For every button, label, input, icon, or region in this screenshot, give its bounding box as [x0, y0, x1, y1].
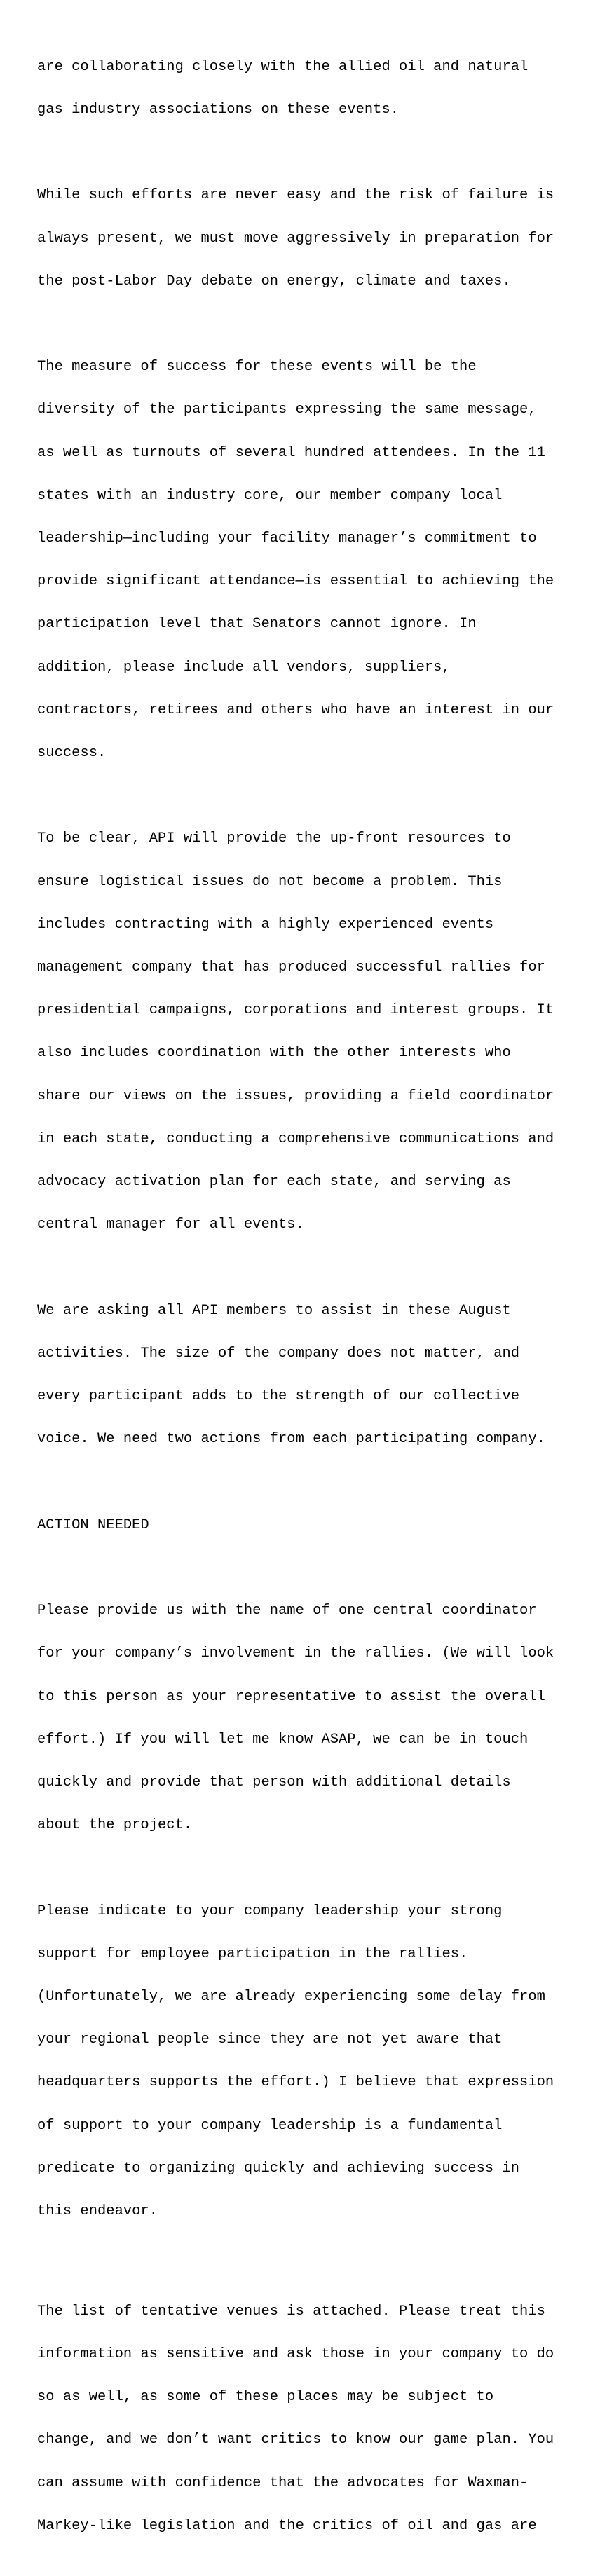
paragraph-tentative-venues [37, 2276, 591, 2562]
text-line: While such efforts are never easy and the risk of failure is [37, 187, 554, 204]
text-line: quickly and provide that person with additional details [37, 1774, 511, 1790]
paragraph-measure-of-success [37, 331, 591, 789]
text-line: diversity of the participants expressing the same message, [37, 402, 537, 418]
text-line: contractors, retirees and others who have an interest in our [37, 701, 554, 718]
text-line: voice. We need two actions from each participating company. [37, 1431, 545, 1448]
text-line: states with an industry core, our member company local [37, 487, 503, 504]
document-page [37, 32, 591, 2576]
text-line: share our views on the issues, providing a field coordinator [37, 1088, 554, 1104]
text-line: every participant adds to the strength of our collective [37, 1388, 520, 1405]
paragraph-risk [37, 160, 591, 317]
text-line: Please provide us with the name of one central coordinator [37, 1603, 537, 1619]
text-line: in each state, conducting a comprehensive communications and [37, 1130, 554, 1147]
text-line: as well as turnouts of several hundred attendees. In the 11 [37, 444, 545, 461]
text-line: this endeavor. [37, 2202, 158, 2219]
text-line: participation level that Senators cannot ignore. In [37, 616, 477, 633]
text-line: support for employee participation in the rallies. [37, 1945, 468, 1962]
text-line: presidential campaigns, corporations and interest groups. It [37, 1002, 554, 1019]
text-line: addition, please include all vendors, suppliers, [37, 659, 451, 676]
text-line: the post-Labor Day debate on energy, climate and taxes. [37, 273, 511, 289]
text-line: To be clear, API will provide the up-front resources to [37, 830, 511, 847]
text-line: so as well, as some of these places may be subject to [37, 2389, 494, 2406]
paragraph-members-assist [37, 1275, 591, 1476]
paragraph-api-resources [37, 804, 591, 1261]
text-line: The list of tentative venues is attached. Please treat this [37, 2303, 545, 2320]
text-line: can assume with confidence that the advocates for Waxman- [37, 2474, 529, 2491]
text-line: ensure logistical issues do not become a problem. This [37, 873, 503, 890]
paragraph-central-coordinator [37, 1575, 591, 1861]
text-line: activities. The size of the company does not matter, and [37, 1345, 520, 1362]
section-heading-action-needed [37, 1490, 591, 1561]
text-line: change, and we don’t want critics to know our game plan. You [37, 2432, 554, 2448]
text-line: your regional people since they are not yet aware that [37, 2032, 503, 2048]
text-line: Please indicate to your company leadership your strong [37, 1903, 503, 1919]
text-line: (Unfortunately, we are already experiencing some delay from [37, 1988, 545, 2005]
text-line: of support to your company leadership is a fundamental [37, 2117, 503, 2134]
text-line: success. [37, 745, 107, 762]
text-line: about the project. [37, 1817, 193, 1834]
text-line: also includes coordination with the other interests who [37, 1045, 511, 1062]
text-line: leadership—including your facility manager’s commitment to [37, 530, 537, 547]
text-line: The measure of success for these events will be the [37, 359, 477, 376]
text-line: We are asking all API members to assist in these August [37, 1302, 511, 1319]
text-line: are collaborating closely with the allied oil and natural [37, 58, 529, 75]
text-line: effort.) If you will let me know ASAP, we can be in touch [37, 1731, 529, 1748]
text-line: for your company’s involvement in the rallies. (We will look [37, 1645, 554, 1662]
text-line: provide significant attendance—is essential to achieving the [37, 573, 554, 590]
section-heading: ACTION NEEDED [37, 1516, 149, 1533]
text-line: information as sensitive and ask those in your company to do [37, 2345, 554, 2362]
text-line: to this person as your representative to assist the overall [37, 1688, 545, 1705]
text-line: Markey-like legislation and the critics of oil and gas are [37, 2517, 537, 2534]
text-line: gas industry associations on these events. [37, 102, 400, 118]
text-line: predicate to organizing quickly and achieving success in [37, 2160, 520, 2177]
text-line: always present, we must move aggressively in preparation for [37, 230, 554, 247]
text-line: management company that has produced successful rallies for [37, 959, 545, 976]
paragraph-leadership-support [37, 1876, 591, 2247]
text-line: advocacy activation plan for each state, and serving as [37, 1174, 511, 1191]
text-line: includes contracting with a highly experienced events [37, 916, 494, 933]
text-line: headquarters supports the effort.) I believe that expression [37, 2074, 554, 2091]
paragraph-collaboration [37, 32, 591, 146]
text-line: central manager for all events. [37, 1217, 304, 1233]
